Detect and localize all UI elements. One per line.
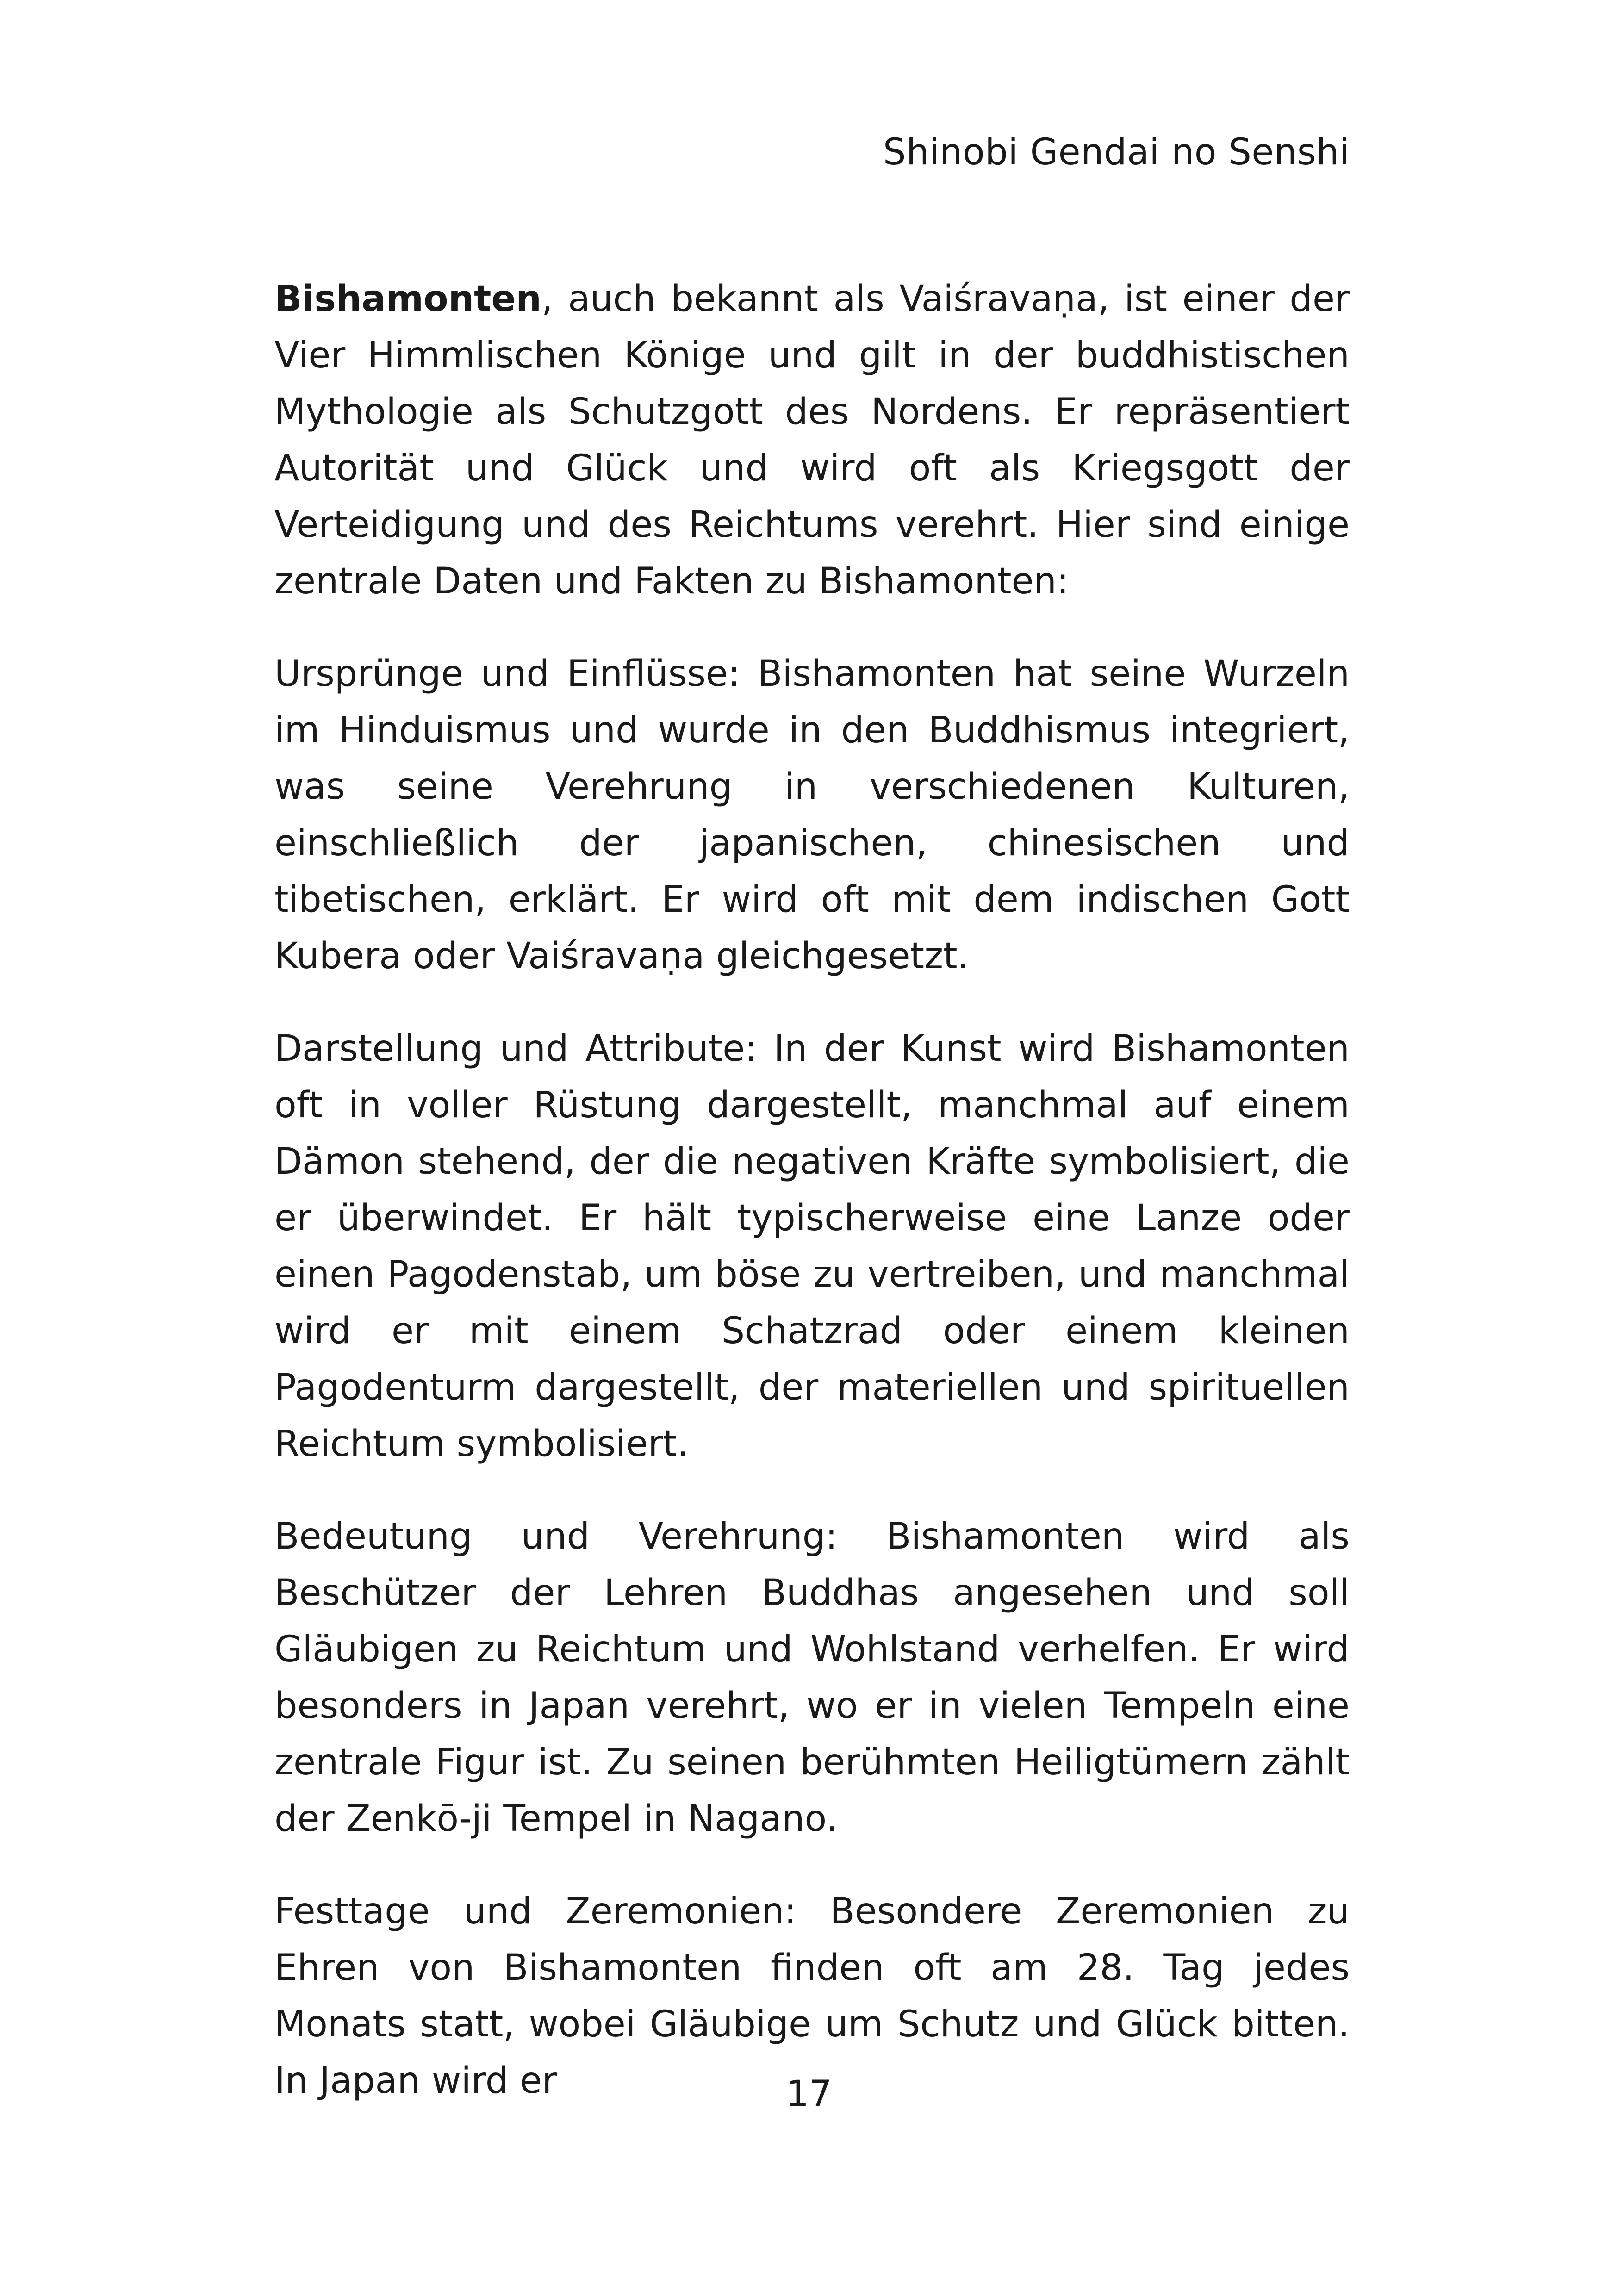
lead-term: Bishamonten — [274, 278, 541, 320]
intro-paragraph — [274, 271, 1350, 610]
body-text — [274, 271, 1350, 2109]
paragraph-significance: Bedeutung und Verehrung: Bishamonten wird als Beschützer der Lehren Buddhas angesehen und soll Gläubigen zu Reichtum und Wohlstand verhelfen. Er wird besonders in Japan verehrt, wo er in vielen Tempeln eine zentrale Figur ist. Zu seinen berühmten Heiligtümern zählt der Zenkō-ji Tempel in Nagano. — [274, 1516, 1350, 1840]
paragraph-origins: Ursprünge und Einflüsse: Bishamonten hat seine Wurzeln im Hinduismus und wurde in den Buddhismus integriert, was seine Verehrung in verschiedenen Kulturen, einschließlich der japanischen, chinesischen und tibetischen, erklärt. Er wird oft mit dem indischen Gott Kubera oder Vaiśravaṇa gleichgesetzt. — [274, 653, 1350, 977]
running-header-title: Shinobi Gendai no Senshi — [883, 131, 1350, 173]
intro-text: , auch bekannt als Vaiśravaṇa, ist einer der Vier Himmlischen Könige und gilt in der buddhistischen Mythologie als Schutzgott des Nordens. Er repräsentiert Autorität und Glück und wird oft als Kriegsgott der Verteidigung und des Reichtums verehrt. Hier sind einige zentrale Daten und Fakten zu Bishamonten: — [274, 278, 1350, 602]
page-number: 17 — [786, 2073, 832, 2115]
paragraph-depiction: Darstellung und Attribute: In der Kunst wird Bishamonten oft in voller Rüstung dargestellt, manchmal auf einem Dämon stehend, der die negativen Kräfte symbolisiert, die er überwindet. Er hält typischerweise eine Lanze oder einen Pagodenstab, um böse zu vertreiben, und manchmal wird er mit einem Schatzrad oder einem kleinen Pagodenturm dargestellt, der materiellen und spirituellen Reichtum symbolisiert. — [274, 1028, 1350, 1465]
paragraph-festivals: Festtage und Zeremonien: Besondere Zeremonien zu Ehren von Bishamonten finden oft am 28. Tag jedes Monats statt, wobei Gläubige um Schutz und Glück bitten. In Japan wird er — [274, 1891, 1350, 2102]
